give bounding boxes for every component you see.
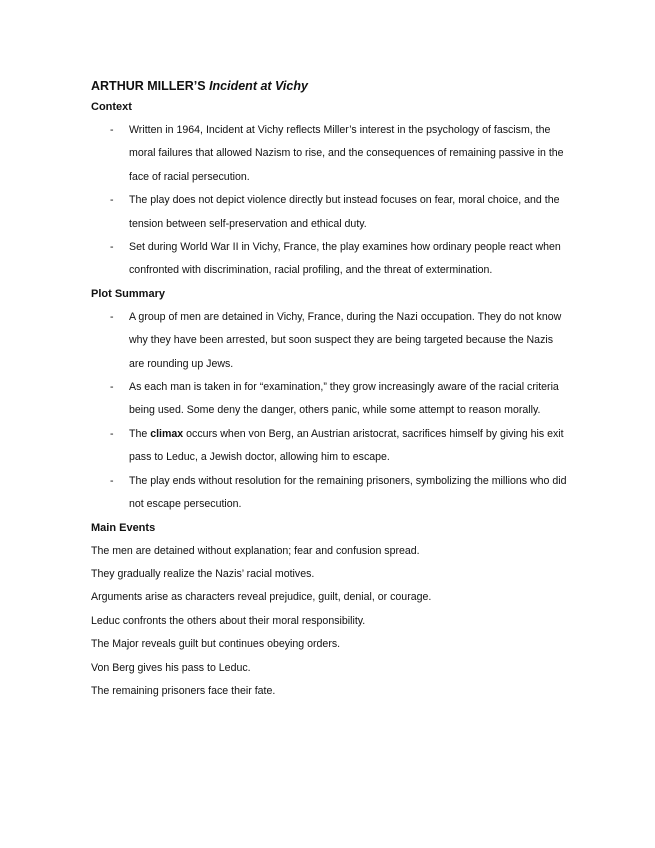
dash-bullet-icon: -	[110, 474, 114, 487]
list-item	[91, 119, 571, 189]
bullet-text: Set during World War II in Vichy, France, the play examines how ordinary people react when confronted with discrimination, racial profiling, and the threat of extermination.	[129, 241, 561, 277]
title-play: Incident at Vichy	[209, 79, 308, 93]
dash-bullet-icon: -	[110, 241, 114, 254]
event-line: Von Berg gives his pass to Leduc.	[91, 661, 251, 674]
event-line: The Major reveals guilt but continues obeying orders.	[91, 638, 341, 651]
event-line: Leduc confronts the others about their moral responsibility.	[91, 614, 366, 627]
list-item	[91, 470, 571, 517]
bullet-text-after: occurs when von Berg, an Austrian aristocrat, sacrifices himself by giving his exit pass to Leduc, a Jewish doctor, allowing him to escape.	[129, 427, 564, 464]
list-item	[91, 189, 571, 236]
dash-bullet-icon: -	[110, 194, 114, 207]
dash-bullet-icon: -	[110, 310, 114, 323]
section-heading-plot-summary: Plot Summary	[91, 287, 165, 300]
list-item	[91, 306, 571, 376]
main-events-list	[91, 540, 571, 704]
document-body	[91, 76, 571, 703]
bullet-text: A group of men are detained in Vichy, France, during the Nazi occupation. They do not know why they have been arrested, but soon suspect they are being targeted because the Nazis are rounding up Jews.	[129, 310, 562, 370]
bullet-bold-term: climax	[150, 427, 184, 440]
bullet-text: The play does not depict violence directly but instead focuses on fear, moral choice, and the tension between self-preservation and ethical duty.	[129, 194, 560, 230]
bullet-text: The play ends without resolution for the remaining prisoners, symbolizing the millions who did not escape persecution.	[129, 474, 567, 511]
event-line: Arguments arise as characters reveal prejudice, guilt, denial, or courage.	[91, 591, 432, 604]
bullet-text: Written in 1964, Incident at Vichy reflects Miller’s interest in the psychology of fascism, the moral failures that allowed Nazism to rise, and the consequences of remaining passive in the face of racial persecution.	[129, 124, 564, 183]
title-author: ARTHUR MILLER’S	[91, 79, 210, 93]
context-bullet-list	[91, 119, 571, 283]
event-line: The men are detained without explanation; fear and confusion spread.	[91, 544, 420, 557]
bullet-text: As each man is taken in for “examination,” they grow increasingly aware of the racial criteria being used. Some deny the danger, others panic, while some attempt to reason morally.	[129, 381, 559, 417]
event-line: They gradually realize the Nazis’ racial motives.	[91, 567, 315, 580]
list-item	[91, 236, 571, 283]
section-heading-main-events: Main Events	[91, 521, 156, 534]
event-line: The remaining prisoners face their fate.	[91, 684, 276, 697]
document-title	[91, 76, 571, 96]
dash-bullet-icon: -	[110, 381, 114, 394]
section-heading-context: Context	[91, 101, 132, 113]
plot-summary-bullet-list	[91, 306, 571, 517]
bullet-text-before: The	[129, 427, 151, 440]
list-item	[91, 423, 571, 470]
list-item	[91, 376, 571, 423]
dash-bullet-icon: -	[110, 427, 114, 440]
dash-bullet-icon: -	[110, 124, 114, 136]
